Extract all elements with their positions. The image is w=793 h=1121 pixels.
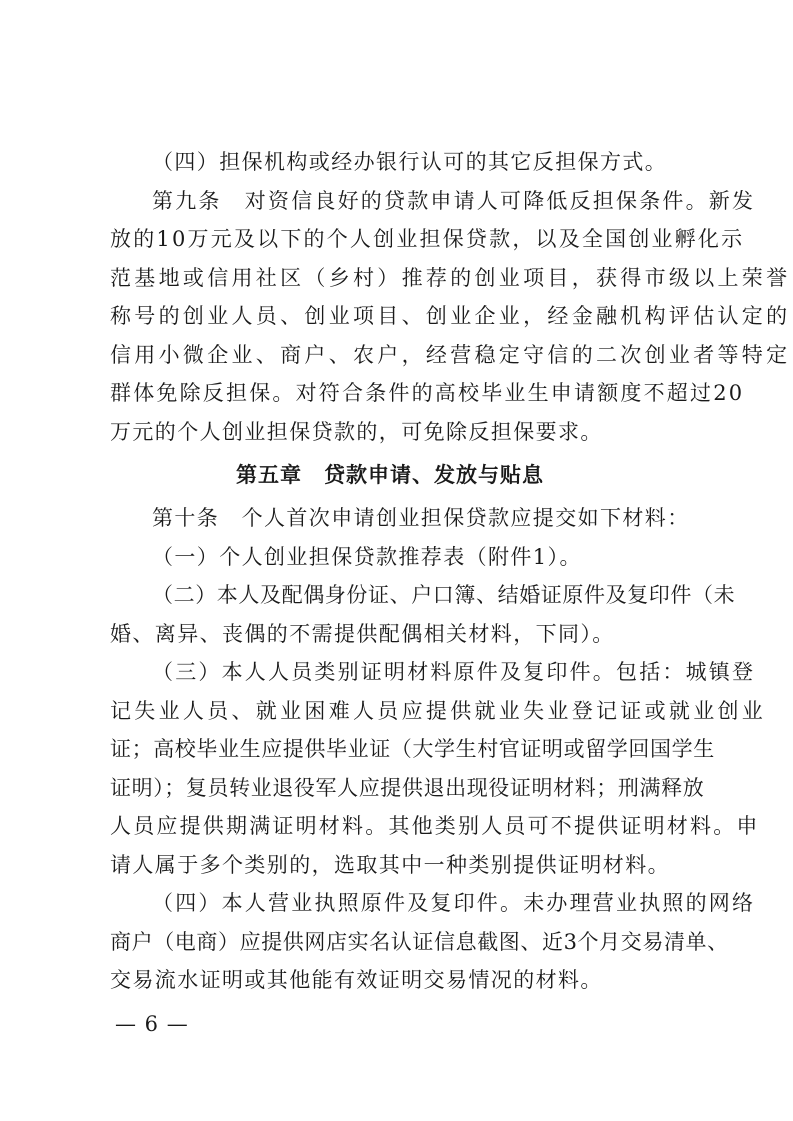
paragraph-line: 范基地或信用社区（乡村）推荐的创业项目，获得市级以上荣誉 xyxy=(110,265,791,290)
page-number: — 6 — xyxy=(115,1012,189,1036)
paragraph-line: 证明）；复员转业退役军人应提供退出现役证明材料；刑满释放 xyxy=(110,775,705,800)
paragraph-line: （一）个人创业担保贷款推荐表（附件1）。 xyxy=(152,544,582,569)
paragraph-line: （三）本人人员类别证明材料原件及复印件。包括：城镇登 xyxy=(152,660,756,684)
paragraph-line: （四）担保机构或经办银行认可的其它反担保方式。 xyxy=(152,150,668,174)
paragraph-line: 证；高校毕业生应提供毕业证（大学生村官证明或留学回国学生 xyxy=(110,737,715,761)
chapter-heading: 第五章 贷款申请、发放与贴息 xyxy=(236,463,544,487)
paragraph-line: 万元的个人创业担保贷款的，可免除反担保要求。 xyxy=(110,419,603,444)
paragraph-line: （四）本人营业执照原件及复印件。未办理营业执照的网络 xyxy=(152,891,756,915)
paragraph-line: 商户（电商）应提供网店实名认证信息截图、近3个月交易清单、 xyxy=(110,929,729,954)
paragraph-line: 记失业人员、就业困难人员应提供就业失业登记证或就业创业 xyxy=(110,698,767,723)
paragraph-line: （二）本人及配偶身份证、户口簿、结婚证原件及复印件（未 xyxy=(152,583,736,607)
paragraph-line: 群体免除反担保。对符合条件的高校毕业生申请额度不超过20 xyxy=(110,381,745,405)
paragraph-line: 第九条 对资信良好的贷款申请人可降低反担保条件。新发 xyxy=(152,188,756,213)
paragraph-line: 放的10万元及以下的个人创业担保贷款，以及全国创业孵化示 xyxy=(110,227,745,251)
body-text xyxy=(110,143,791,1000)
paragraph-line: 信用小微企业、商户、农户，经营稳定守信的二次创业者等特定 xyxy=(110,342,791,367)
paragraph-line: 交易流水证明或其他能有效证明交易情况的材料。 xyxy=(110,968,603,992)
paragraph-line: 请人属于多个类别的，选取其中一种类别提供证明材料。 xyxy=(110,852,670,877)
paragraph-line: 称号的创业人员、创业项目、创业企业，经金融机构评估认定的 xyxy=(110,304,791,328)
paragraph-line: 人员应提供期满证明材料。其他类别人员可不提供证明材料。申 xyxy=(110,814,760,838)
paragraph-line: 婚、离异、丧偶的不需提供配偶相关材料，下同）。 xyxy=(110,621,615,646)
paragraph-line: 第十条 个人首次申请创业担保贷款应提交如下材料： xyxy=(152,506,690,530)
